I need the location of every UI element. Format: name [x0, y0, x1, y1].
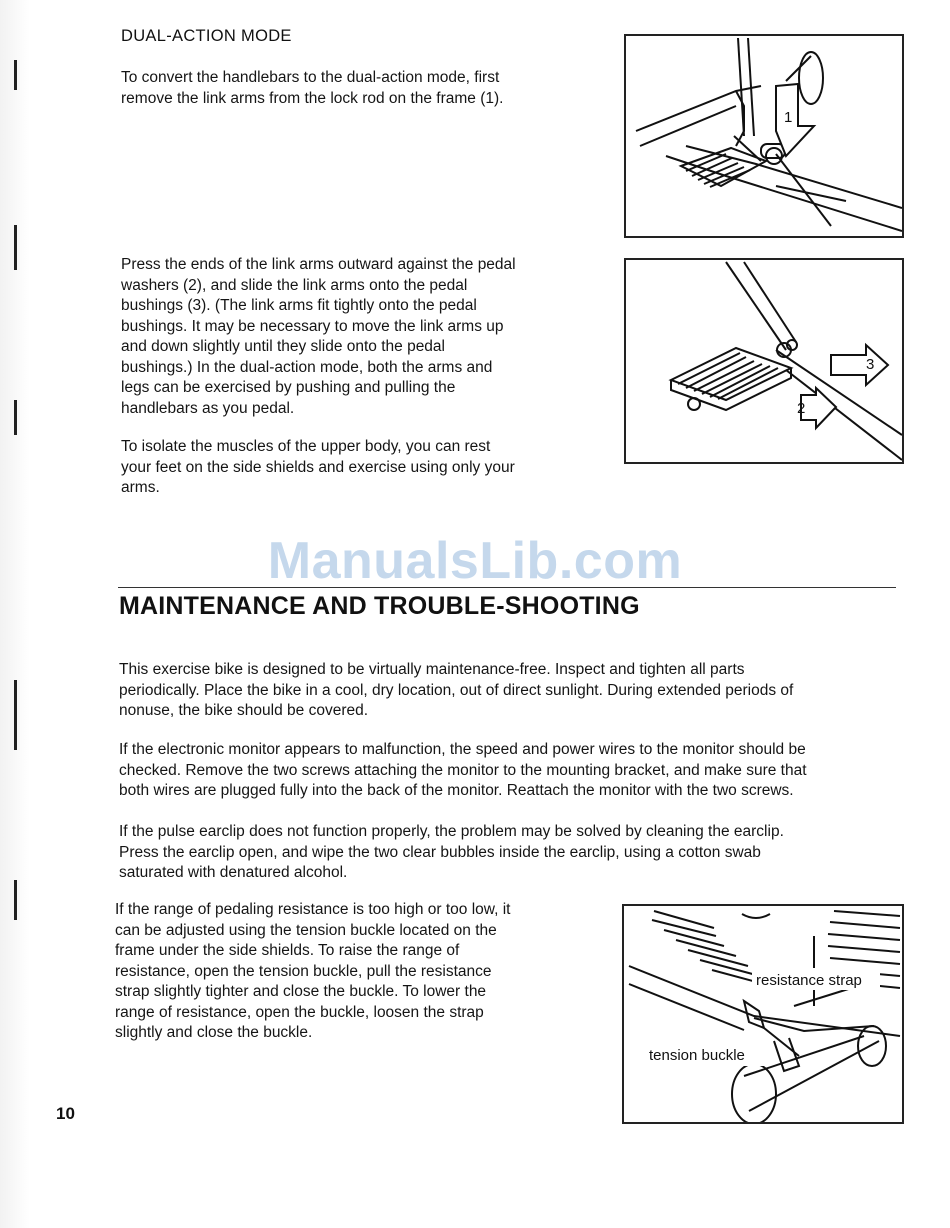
scan-mark — [14, 680, 17, 750]
figure-lock-rod-callout: 1 — [784, 109, 793, 126]
dual-action-paragraph-2: Press the ends of the link arms outward against the pedal washers (2), and slide the link arms onto the pedal bushings (3). (The link arms fit tightly onto the pedal bushings. It may be necessary to move the link arms up and down slightly until they slide onto the pedal bushings.) In the dual-action mode, both the arms and legs can be exercised by pushing and pulling the handlebars as you pedal. — [121, 256, 516, 417]
figure-pedal-bushings-callout-3: 3 — [866, 356, 875, 373]
maintenance-paragraph-1: This exercise bike is designed to be virtually maintenance-free. Inspect and tighten all parts periodically. Place the bike in a cool, dry location, out of direct sunlight. During extended periods of nonuse, the bike should be covered. — [119, 661, 794, 719]
scan-mark — [14, 880, 17, 920]
page-number: 10 — [56, 1104, 75, 1123]
figure-pedal-bushings-illustration — [626, 260, 902, 462]
maintenance-section-title: MAINTENANCE AND TROUBLE-SHOOTING — [119, 592, 640, 620]
figure-label-resistance-strap: resistance strap — [756, 972, 862, 989]
scan-mark — [14, 400, 17, 435]
scan-mark — [14, 60, 17, 90]
manualslib-watermark: ManualsLib.com — [267, 532, 683, 590]
figure-label-tension-buckle: tension buckle — [649, 1047, 745, 1064]
figure-tension-buckle-illustration — [624, 906, 902, 1122]
section-divider — [118, 587, 896, 588]
figure-lock-rod-illustration — [626, 36, 902, 236]
maintenance-paragraph-2: If the electronic monitor appears to malfunction, the speed and power wires to the monitor should be checked. Remove the two screws attaching the monitor to the mounting bracket, and make sure that both wires are plugged fully into the back of the monitor. Reattach the monitor with the two screws. — [119, 741, 807, 799]
dual-action-paragraph-3: To isolate the muscles of the upper body, you can rest your feet on the side shields and exercise using only your arms. — [121, 438, 515, 496]
maintenance-paragraph-3: If the pulse earclip does not function properly, the problem may be solved by cleaning the earclip. Press the earclip open, and wipe the two clear bubbles inside the earclip, using a cotton swab saturated with denatured alcohol. — [119, 823, 784, 881]
figure-lock-rod — [624, 34, 904, 238]
dual-action-paragraph-1: To convert the handlebars to the dual-action mode, first remove the link arms from the lock rod on the frame (1). — [121, 69, 504, 107]
figure-pedal-bushings — [624, 258, 904, 464]
figure-pedal-bushings-callout-2: 2 — [797, 400, 806, 417]
scan-binding-edge — [0, 0, 30, 1228]
scan-mark — [14, 225, 17, 270]
dual-action-heading: DUAL-ACTION MODE — [121, 27, 292, 45]
maintenance-paragraph-4: If the range of pedaling resistance is too high or too low, it can be adjusted using the tension buckle located on the frame under the side shields. To raise the range of resistance, open the tension buckle, pull the resistance strap slightly tighter and close the buckle. To lower the range of resistance, open the buckle, loosen the strap slightly and close the buckle. — [115, 901, 511, 1041]
figure-tension-buckle — [622, 904, 904, 1124]
